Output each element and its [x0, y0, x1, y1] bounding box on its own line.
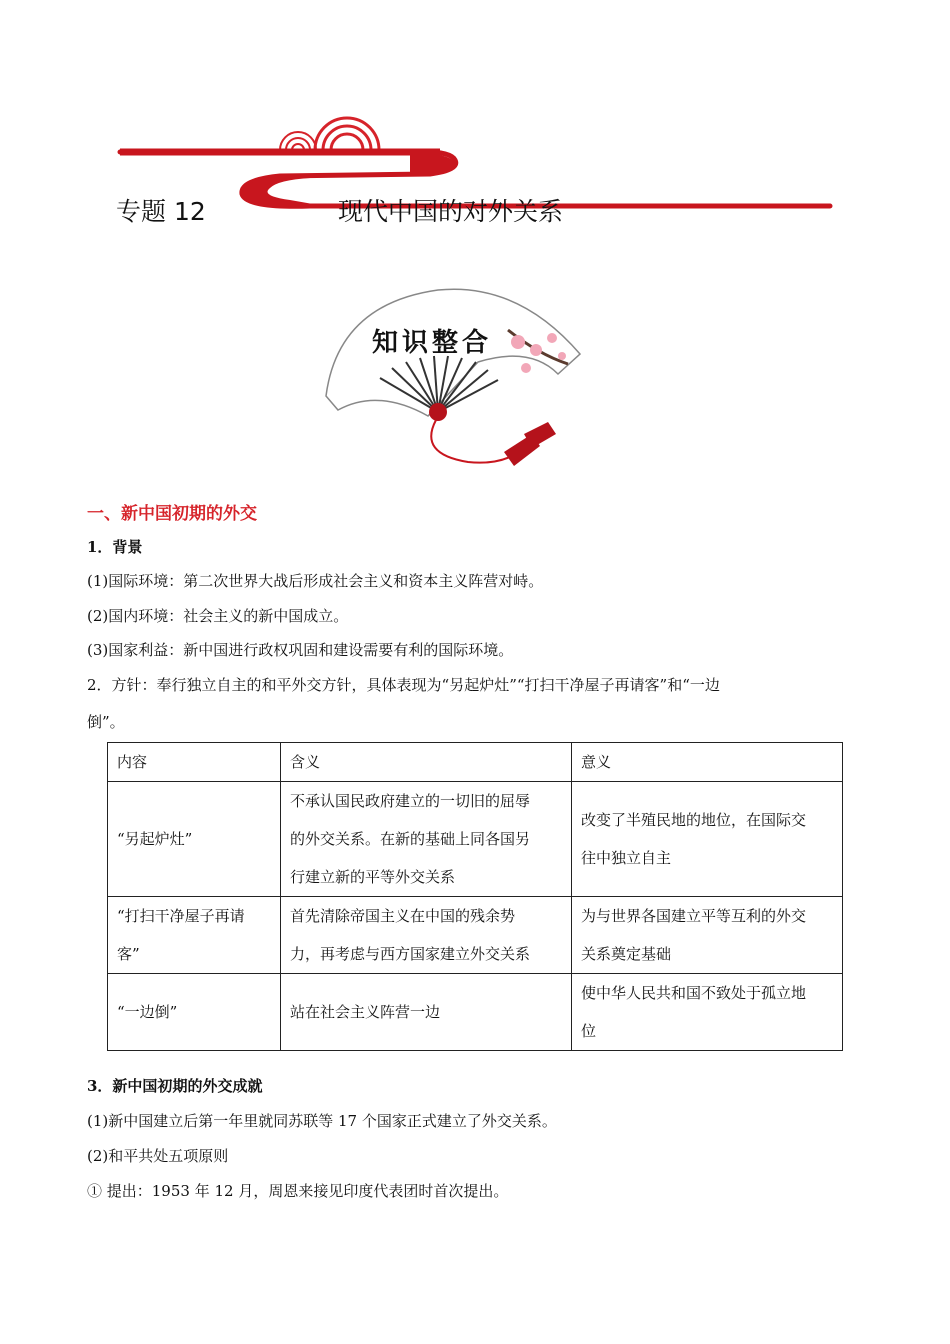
- cell-line: 首先清除帝国主义在中国的残余势: [290, 907, 516, 925]
- policy-table: [107, 742, 843, 1051]
- background-item: (2)国内环境：社会主义的新中国成立。: [87, 607, 349, 625]
- table-cell-content: [108, 897, 281, 974]
- cell-line: 不承认国民政府建立的一切旧的屈辱: [290, 792, 531, 810]
- cell-line: 使中华人民共和国不致处于孤立地: [581, 984, 807, 1002]
- table-row: [108, 974, 843, 1051]
- cell-text: “一边倒”: [117, 1003, 178, 1021]
- table-header-row: [108, 743, 843, 782]
- table-cell-meaning: [281, 782, 572, 897]
- cell-line: 位: [581, 1022, 597, 1040]
- section-heading: 一、新中国初期的外交: [87, 504, 257, 524]
- table-cell-significance: [572, 782, 843, 897]
- background-item: (1)国际环境：第二次世界大战后形成社会主义和资本主义阵营对峙。: [87, 572, 544, 590]
- cell-line: 往中独立自主: [581, 849, 672, 867]
- achievement-item: (1)新中国建立后第一年里就同苏联等 17 个国家正式建立了外交关系。: [87, 1112, 557, 1130]
- table-cell-content: [108, 782, 281, 897]
- topic-number: 专题 12: [116, 197, 206, 226]
- achievement-item: (2)和平共处五项原则: [87, 1147, 229, 1165]
- policy-line: 2．方针：奉行独立自主的和平外交方针，具体表现为“另起炉灶”“打扫干净屋子再请客”和“一边: [87, 676, 720, 694]
- table-header-cell: 意义: [572, 743, 843, 782]
- table-cell-meaning: [281, 974, 572, 1051]
- table-cell-content: [108, 974, 281, 1051]
- cell-line: 站在社会主义阵营一边: [290, 1003, 441, 1021]
- table-row: [108, 782, 843, 897]
- table-cell-significance: [572, 897, 843, 974]
- cell-line: 关系奠定基础: [581, 945, 672, 963]
- table-cell-meaning: [281, 897, 572, 974]
- table-header-cell: 内容: [108, 743, 281, 782]
- cell-line: 改变了半殖民地的地位，在国际交: [581, 811, 807, 829]
- cell-line: “打扫干净屋子再请: [117, 907, 245, 925]
- cell-line: 行建立新的平等外交关系: [290, 868, 456, 886]
- background-item: (3)国家利益：新中国进行政权巩固和建设需要有利的国际环境。: [87, 641, 514, 659]
- background-label: 1．背景: [87, 538, 143, 556]
- fan-illustration: [318, 284, 588, 484]
- cell-line: 的外交关系。在新的基础上同各国另: [290, 830, 531, 848]
- table-row: [108, 897, 843, 974]
- fan-caption: 知识整合: [372, 328, 493, 358]
- achievements-label: 3．新中国初期的外交成就: [87, 1077, 263, 1095]
- cell-line: 为与世界各国建立平等互利的外交: [581, 907, 807, 925]
- cell-line: 力，再考虑与西方国家建立外交关系: [290, 945, 531, 963]
- cell-text: “另起炉灶”: [117, 830, 193, 848]
- page-title: 现代中国的对外关系: [338, 197, 564, 226]
- policy-line: 倒”。: [87, 713, 125, 731]
- table-header-cell: 含义: [281, 743, 572, 782]
- table-cell-significance: [572, 974, 843, 1051]
- achievement-item: ① 提出：1953 年 12 月，周恩来接见印度代表团时首次提出。: [87, 1182, 509, 1200]
- cell-line: 客”: [117, 945, 140, 963]
